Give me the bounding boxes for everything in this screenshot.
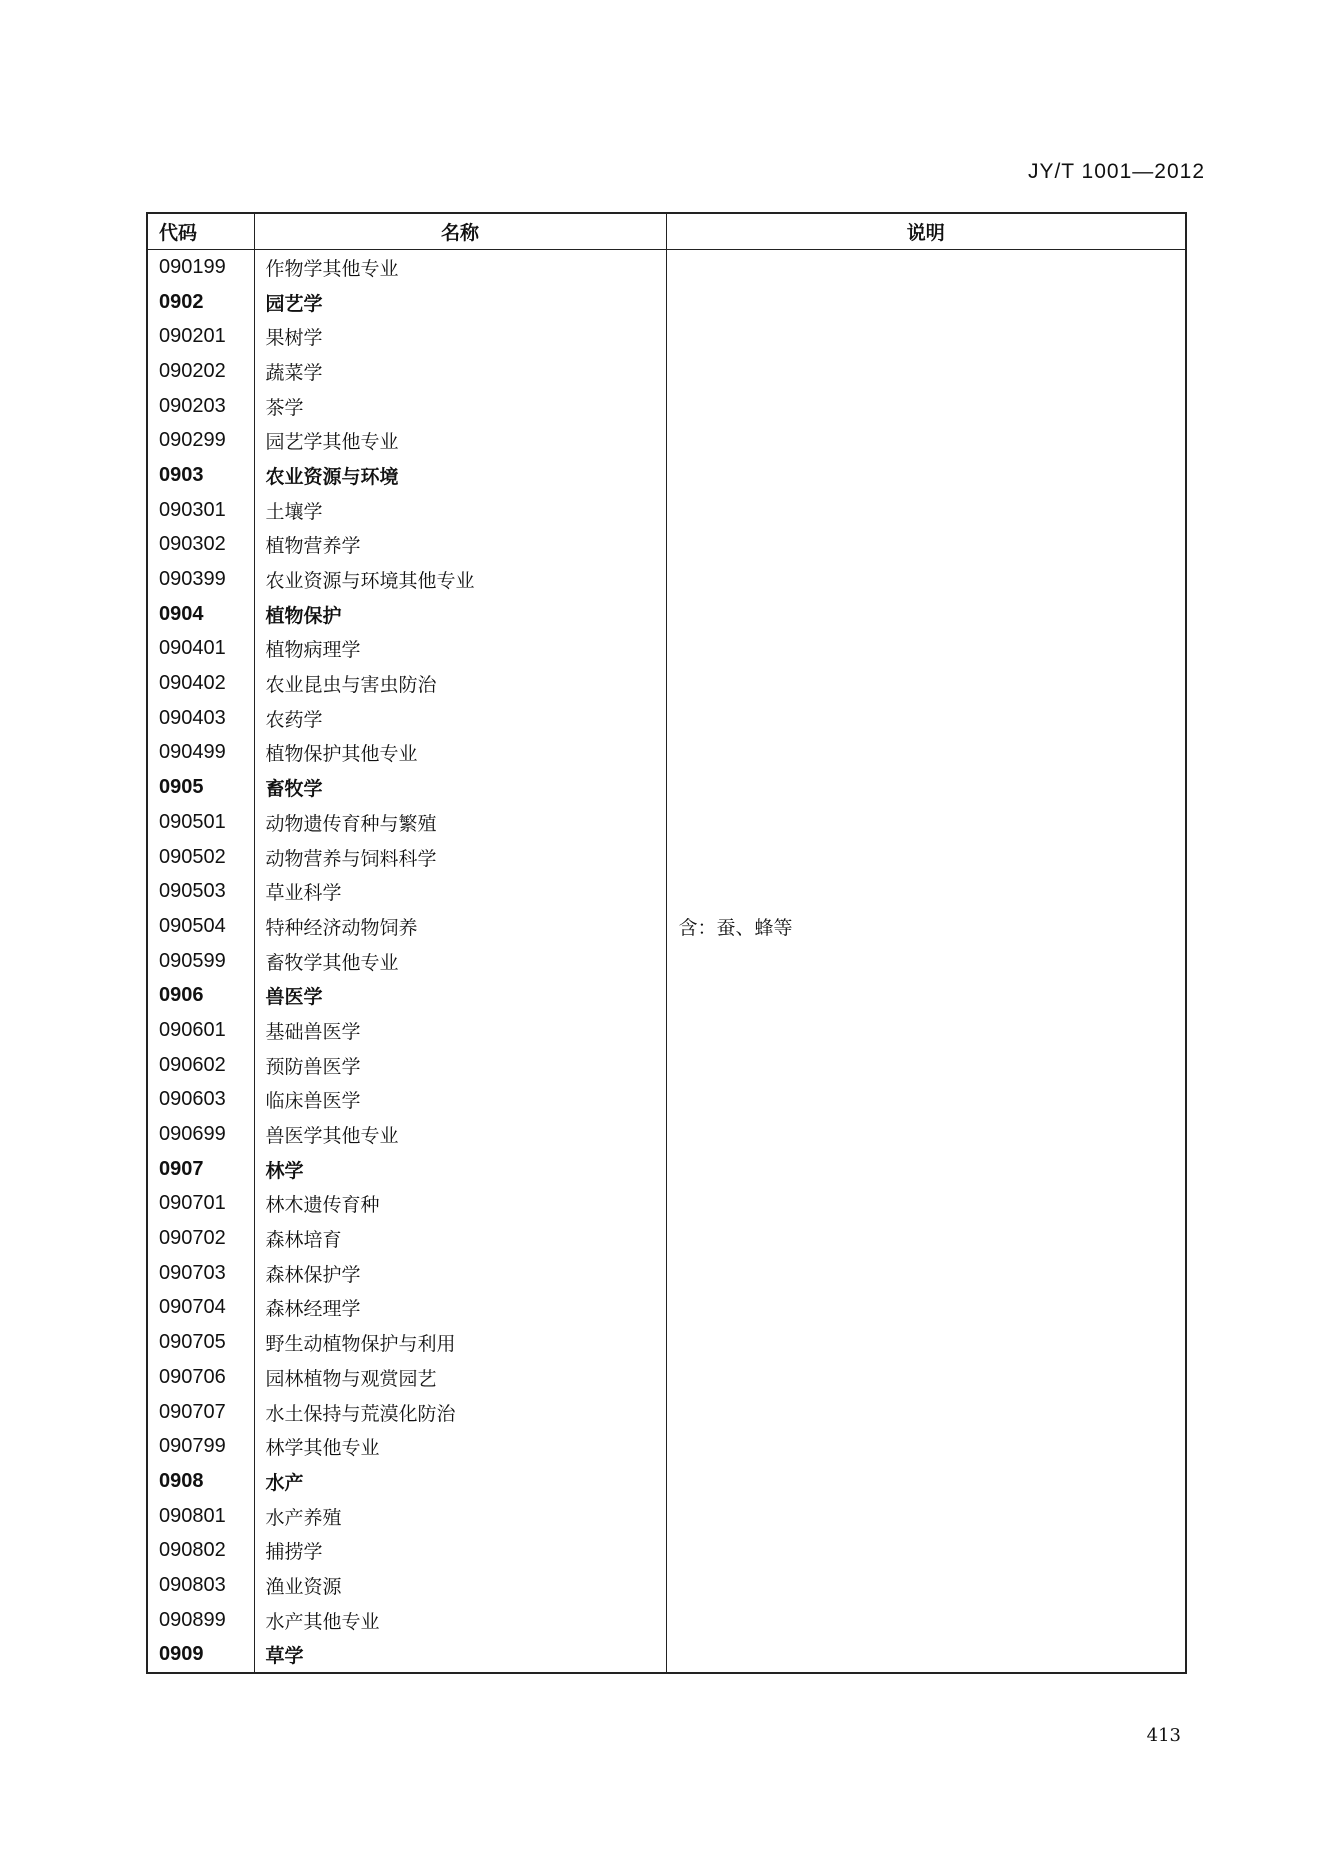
row-code: 0906 <box>147 978 254 1013</box>
row-note <box>666 1291 1186 1326</box>
table-row <box>147 597 1186 632</box>
table-row <box>147 978 1186 1013</box>
row-note <box>666 1568 1186 1603</box>
table-row <box>147 1117 1186 1152</box>
table-row <box>147 909 1186 944</box>
table-row <box>147 1013 1186 1048</box>
table-row <box>147 1568 1186 1603</box>
row-name: 园艺学 <box>254 285 666 320</box>
row-code: 090402 <box>147 666 254 701</box>
row-note <box>666 354 1186 389</box>
row-name: 水产 <box>254 1464 666 1499</box>
row-note <box>666 1533 1186 1568</box>
row-code: 090302 <box>147 528 254 563</box>
table-row <box>147 285 1186 320</box>
row-note <box>666 1360 1186 1395</box>
table-row <box>147 423 1186 458</box>
row-name: 兽医学其他专业 <box>254 1117 666 1152</box>
row-note <box>666 1152 1186 1187</box>
row-code: 090503 <box>147 874 254 909</box>
row-code: 090803 <box>147 1568 254 1603</box>
table-row <box>147 874 1186 909</box>
row-code: 0902 <box>147 285 254 320</box>
row-code: 090801 <box>147 1499 254 1534</box>
column-header-note: 说明 <box>666 213 1186 250</box>
row-name: 林木遗传育种 <box>254 1187 666 1222</box>
row-note <box>666 736 1186 771</box>
row-name: 园艺学其他专业 <box>254 423 666 458</box>
table-row <box>147 805 1186 840</box>
row-code: 0905 <box>147 770 254 805</box>
row-note: 含：蚕、蜂等 <box>666 909 1186 944</box>
row-note <box>666 805 1186 840</box>
row-code: 090899 <box>147 1603 254 1638</box>
row-name: 草学 <box>254 1638 666 1674</box>
row-note <box>666 1187 1186 1222</box>
row-note <box>666 978 1186 1013</box>
table-row <box>147 1152 1186 1187</box>
row-code: 090202 <box>147 354 254 389</box>
table-row <box>147 1187 1186 1222</box>
table-row <box>147 1464 1186 1499</box>
table-row <box>147 1048 1186 1083</box>
row-code: 090707 <box>147 1395 254 1430</box>
table-row <box>147 1499 1186 1534</box>
row-note <box>666 1256 1186 1291</box>
row-name: 植物保护 <box>254 597 666 632</box>
standard-id: JY/T 1001—2012 <box>1027 160 1205 183</box>
table-row <box>147 1603 1186 1638</box>
row-name: 森林保护学 <box>254 1256 666 1291</box>
row-name: 林学 <box>254 1152 666 1187</box>
row-name: 农业资源与环境其他专业 <box>254 562 666 597</box>
row-code: 090602 <box>147 1048 254 1083</box>
row-name: 水产养殖 <box>254 1499 666 1534</box>
table-row <box>147 1083 1186 1118</box>
row-note <box>666 1013 1186 1048</box>
table-row <box>147 389 1186 424</box>
row-name: 捕捞学 <box>254 1533 666 1568</box>
row-note <box>666 597 1186 632</box>
row-code: 090399 <box>147 562 254 597</box>
row-code: 090301 <box>147 493 254 528</box>
row-code: 090499 <box>147 736 254 771</box>
row-name: 水产其他专业 <box>254 1603 666 1638</box>
row-name: 农业资源与环境 <box>254 458 666 493</box>
row-code: 090299 <box>147 423 254 458</box>
table-row <box>147 1429 1186 1464</box>
row-note <box>666 1638 1186 1674</box>
row-code: 090699 <box>147 1117 254 1152</box>
row-code: 090702 <box>147 1221 254 1256</box>
row-name: 植物营养学 <box>254 528 666 563</box>
row-name: 林学其他专业 <box>254 1429 666 1464</box>
row-name: 基础兽医学 <box>254 1013 666 1048</box>
column-header-code: 代码 <box>147 213 254 250</box>
row-code: 0909 <box>147 1638 254 1674</box>
table-row <box>147 250 1186 285</box>
row-name: 农业昆虫与害虫防治 <box>254 666 666 701</box>
row-code: 090601 <box>147 1013 254 1048</box>
row-name: 动物遗传育种与繁殖 <box>254 805 666 840</box>
row-name: 畜牧学其他专业 <box>254 944 666 979</box>
row-code: 090703 <box>147 1256 254 1291</box>
row-code: 090203 <box>147 389 254 424</box>
column-header-name: 名称 <box>254 213 666 250</box>
row-code: 0903 <box>147 458 254 493</box>
row-note <box>666 1117 1186 1152</box>
row-code: 090504 <box>147 909 254 944</box>
table-row <box>147 840 1186 875</box>
row-code: 090705 <box>147 1325 254 1360</box>
row-note <box>666 423 1186 458</box>
row-name: 森林经理学 <box>254 1291 666 1326</box>
row-code: 0907 <box>147 1152 254 1187</box>
row-note <box>666 493 1186 528</box>
row-name: 果树学 <box>254 319 666 354</box>
table-row <box>147 1256 1186 1291</box>
table-row <box>147 1533 1186 1568</box>
row-note <box>666 874 1186 909</box>
row-name: 畜牧学 <box>254 770 666 805</box>
row-code: 090603 <box>147 1083 254 1118</box>
row-note <box>666 770 1186 805</box>
row-code: 090704 <box>147 1291 254 1326</box>
row-code: 0904 <box>147 597 254 632</box>
table-row <box>147 1395 1186 1430</box>
table-row <box>147 493 1186 528</box>
table-row <box>147 632 1186 667</box>
table-row <box>147 528 1186 563</box>
row-code: 090799 <box>147 1429 254 1464</box>
row-code: 090802 <box>147 1533 254 1568</box>
row-name: 兽医学 <box>254 978 666 1013</box>
row-code: 090403 <box>147 701 254 736</box>
row-name: 水土保持与荒漠化防治 <box>254 1395 666 1430</box>
row-name: 植物保护其他专业 <box>254 736 666 771</box>
row-name: 农药学 <box>254 701 666 736</box>
table-body <box>147 250 1186 1674</box>
row-note <box>666 250 1186 285</box>
row-name: 土壤学 <box>254 493 666 528</box>
row-note <box>666 1395 1186 1430</box>
row-note <box>666 458 1186 493</box>
table-row <box>147 319 1186 354</box>
row-name: 预防兽医学 <box>254 1048 666 1083</box>
table-row <box>147 736 1186 771</box>
row-note <box>666 1325 1186 1360</box>
row-note <box>666 285 1186 320</box>
table-row <box>147 1221 1186 1256</box>
row-note <box>666 1499 1186 1534</box>
row-name: 临床兽医学 <box>254 1083 666 1118</box>
row-code: 090706 <box>147 1360 254 1395</box>
row-code: 090502 <box>147 840 254 875</box>
row-name: 渔业资源 <box>254 1568 666 1603</box>
discipline-code-table <box>146 212 1187 1674</box>
row-note <box>666 389 1186 424</box>
row-note <box>666 1429 1186 1464</box>
table-row <box>147 770 1186 805</box>
row-code: 090501 <box>147 805 254 840</box>
table-row <box>147 458 1186 493</box>
row-note <box>666 701 1186 736</box>
row-note <box>666 1603 1186 1638</box>
row-code: 090701 <box>147 1187 254 1222</box>
table-row <box>147 666 1186 701</box>
row-note <box>666 944 1186 979</box>
page-number: 413 <box>1146 1725 1181 1746</box>
table-row <box>147 354 1186 389</box>
row-note <box>666 1221 1186 1256</box>
row-name: 蔬菜学 <box>254 354 666 389</box>
table-row <box>147 1325 1186 1360</box>
row-note <box>666 562 1186 597</box>
row-name: 特种经济动物饲养 <box>254 909 666 944</box>
table-row <box>147 1638 1186 1674</box>
row-note <box>666 528 1186 563</box>
row-name: 植物病理学 <box>254 632 666 667</box>
table-row <box>147 562 1186 597</box>
row-note <box>666 666 1186 701</box>
table-row <box>147 1291 1186 1326</box>
table-row <box>147 944 1186 979</box>
row-note <box>666 632 1186 667</box>
row-name: 作物学其他专业 <box>254 250 666 285</box>
table-row <box>147 701 1186 736</box>
row-name: 森林培育 <box>254 1221 666 1256</box>
table-header <box>147 213 1186 250</box>
row-code: 0908 <box>147 1464 254 1499</box>
row-code: 090201 <box>147 319 254 354</box>
row-name: 茶学 <box>254 389 666 424</box>
row-note <box>666 1048 1186 1083</box>
row-code: 090199 <box>147 250 254 285</box>
row-name: 动物营养与饲料科学 <box>254 840 666 875</box>
row-code: 090401 <box>147 632 254 667</box>
row-note <box>666 840 1186 875</box>
row-code: 090599 <box>147 944 254 979</box>
row-name: 草业科学 <box>254 874 666 909</box>
row-note <box>666 319 1186 354</box>
row-note <box>666 1083 1186 1118</box>
table-row <box>147 1360 1186 1395</box>
row-note <box>666 1464 1186 1499</box>
row-name: 野生动植物保护与利用 <box>254 1325 666 1360</box>
row-name: 园林植物与观赏园艺 <box>254 1360 666 1395</box>
